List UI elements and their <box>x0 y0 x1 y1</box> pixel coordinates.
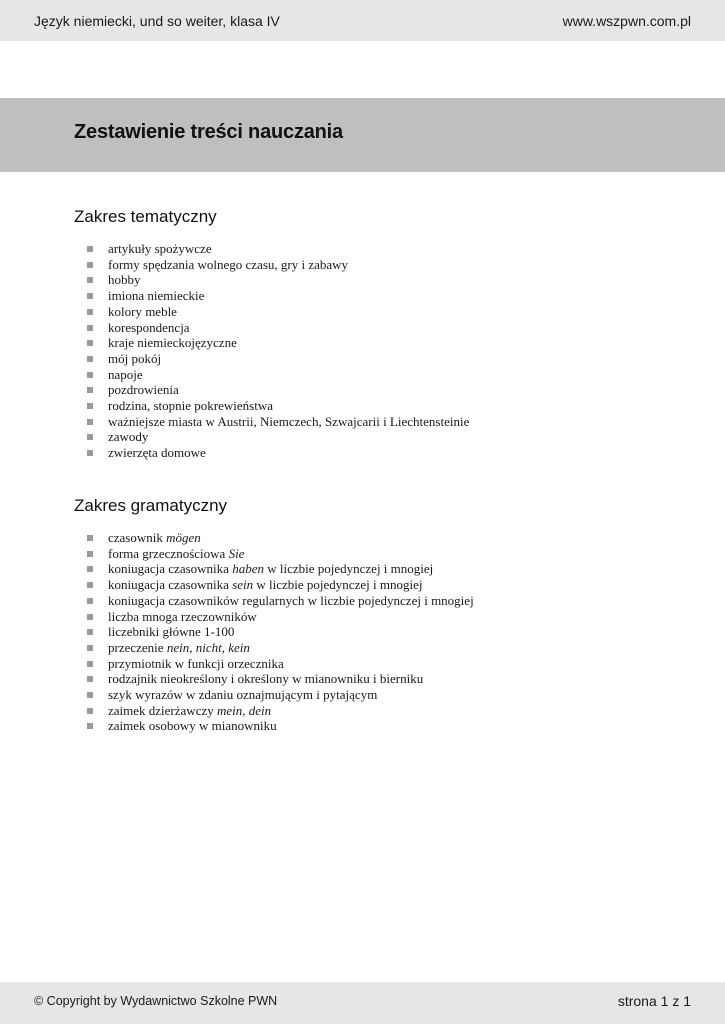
list-item-text: szyk wyrazów w zdaniu oznajmującym i pytającym <box>108 687 378 703</box>
list-item-text: rodzina, stopnie pokrewieństwa <box>108 398 273 414</box>
square-bullet-icon <box>87 293 93 299</box>
list-item <box>74 687 674 703</box>
square-bullet-icon <box>87 246 93 252</box>
section-thematic <box>74 207 674 461</box>
square-bullet-icon <box>87 708 93 714</box>
square-bullet-icon <box>87 419 93 425</box>
square-bullet-icon <box>87 309 93 315</box>
list-item-italic-text: nicht <box>195 639 222 655</box>
square-bullet-icon <box>87 262 93 268</box>
list-item-italic-text: haben <box>232 561 264 577</box>
list-item-text: przeczenie <box>108 639 167 655</box>
list-item <box>74 718 674 734</box>
list-item-text: koniugacja czasowników regularnych w liczbie pojedynczej i mnogiej <box>108 592 474 608</box>
list-item-text: liczebniki główne 1-100 <box>108 624 235 640</box>
list-item-text: ważniejsze miasta w Austrii, Niemczech, Szwajcarii i Liechtensteinie <box>108 413 470 429</box>
page-title: Zestawienie treści nauczania <box>74 121 343 143</box>
list-item <box>74 335 674 351</box>
list-item <box>74 414 674 430</box>
list-item <box>74 320 674 336</box>
square-bullet-icon <box>87 723 93 729</box>
header-course-title: Język niemiecki, und so weiter, klasa IV <box>34 13 280 29</box>
title-band <box>0 98 725 172</box>
list-item-text: napoje <box>108 366 143 382</box>
list-item-text: pozdrowienia <box>108 382 179 398</box>
square-bullet-icon <box>87 356 93 362</box>
list-item-text: , <box>221 639 229 655</box>
list-item <box>74 624 674 640</box>
list-item <box>74 609 674 625</box>
square-bullet-icon <box>87 325 93 331</box>
list-item-italic-text: mögen <box>166 530 201 545</box>
list-item <box>74 593 674 609</box>
square-bullet-icon <box>87 598 93 604</box>
page-header <box>0 0 725 41</box>
list-item <box>74 577 674 593</box>
list-item-italic-text: dein <box>248 702 272 718</box>
list-item <box>74 398 674 414</box>
list-item-text: kolory meble <box>108 303 177 319</box>
square-bullet-icon <box>87 450 93 456</box>
square-bullet-icon <box>87 676 93 682</box>
square-bullet-icon <box>87 645 93 651</box>
list-item-text: forma grzecznościowa <box>108 545 229 561</box>
section-heading: Zakres gramatyczny <box>74 496 228 515</box>
page-footer <box>0 982 725 1024</box>
footer-page-number: strona 1 z 1 <box>617 993 691 1009</box>
list-item <box>74 367 674 383</box>
list-item-text: przymiotnik w funkcji orzecznika <box>108 655 284 671</box>
section-grammar <box>74 496 674 734</box>
header-website-url: www.wszpwn.com.pl <box>562 13 691 29</box>
list-item <box>74 304 674 320</box>
list-item <box>74 288 674 304</box>
grammar-list <box>74 530 674 734</box>
square-bullet-icon <box>87 434 93 440</box>
list-item-text: imiona niemieckie <box>108 288 205 304</box>
list-item-text: zaimek osobowy w mianowniku <box>108 718 277 734</box>
list-item <box>74 272 674 288</box>
list-item-text: , <box>242 702 249 718</box>
list-item-text: zaimek dzierżawczy <box>108 702 217 718</box>
list-item <box>74 656 674 672</box>
list-item-text: w liczbie pojedynczej i mnogiej <box>253 577 423 593</box>
list-item <box>74 640 674 656</box>
list-item-text: mój pokój <box>108 350 162 366</box>
square-bullet-icon <box>87 387 93 393</box>
square-bullet-icon <box>87 566 93 572</box>
list-item <box>74 445 674 461</box>
square-bullet-icon <box>87 535 93 541</box>
square-bullet-icon <box>87 629 93 635</box>
topic-list <box>74 241 674 461</box>
list-item <box>74 429 674 445</box>
list-item-text: koniugacja czasownika <box>108 577 233 593</box>
list-item-italic-text: nein <box>166 639 190 655</box>
list-item-text: rodzajnik nieokreślony i określony w mianowniku i bierniku <box>108 671 424 687</box>
square-bullet-icon <box>87 661 93 667</box>
list-item <box>74 561 674 577</box>
list-item-italic-text: Sie <box>228 545 245 561</box>
list-item-italic-text: kein <box>228 639 250 655</box>
square-bullet-icon <box>87 614 93 620</box>
list-item-text: zawody <box>108 429 149 445</box>
square-bullet-icon <box>87 277 93 283</box>
square-bullet-icon <box>87 551 93 557</box>
list-item-italic-text: mein <box>216 702 243 718</box>
list-item <box>74 546 674 562</box>
list-item-text: korespondencja <box>108 319 190 335</box>
list-item-text: formy spędzania wolnego czasu, gry i zabawy <box>108 256 349 272</box>
footer-copyright: © Copyright by Wydawnictwo Szkolne PWN <box>34 994 278 1008</box>
list-item <box>74 530 674 546</box>
list-item <box>74 257 674 273</box>
list-item-text: czasownik <box>108 530 167 545</box>
list-item <box>74 382 674 398</box>
square-bullet-icon <box>87 372 93 378</box>
list-item-text: hobby <box>108 272 141 288</box>
list-item-italic-text: sein <box>232 577 254 593</box>
list-item-text: , <box>189 639 196 655</box>
list-item <box>74 671 674 687</box>
list-item <box>74 703 674 719</box>
list-item-text: koniugacja czasownika <box>108 561 233 577</box>
square-bullet-icon <box>87 692 93 698</box>
list-item-text: artykuły spożywcze <box>108 241 212 256</box>
list-item-text: liczba mnoga rzeczowników <box>108 608 257 624</box>
list-item-text: w liczbie pojedynczej i mnogiej <box>263 561 434 577</box>
list-item-text: zwierzęta domowe <box>108 445 206 461</box>
square-bullet-icon <box>87 340 93 346</box>
list-item <box>74 241 674 257</box>
list-item-text: kraje niemieckojęzyczne <box>108 335 237 351</box>
square-bullet-icon <box>87 403 93 409</box>
square-bullet-icon <box>87 582 93 588</box>
list-item <box>74 351 674 367</box>
section-heading: Zakres tematyczny <box>74 207 217 226</box>
